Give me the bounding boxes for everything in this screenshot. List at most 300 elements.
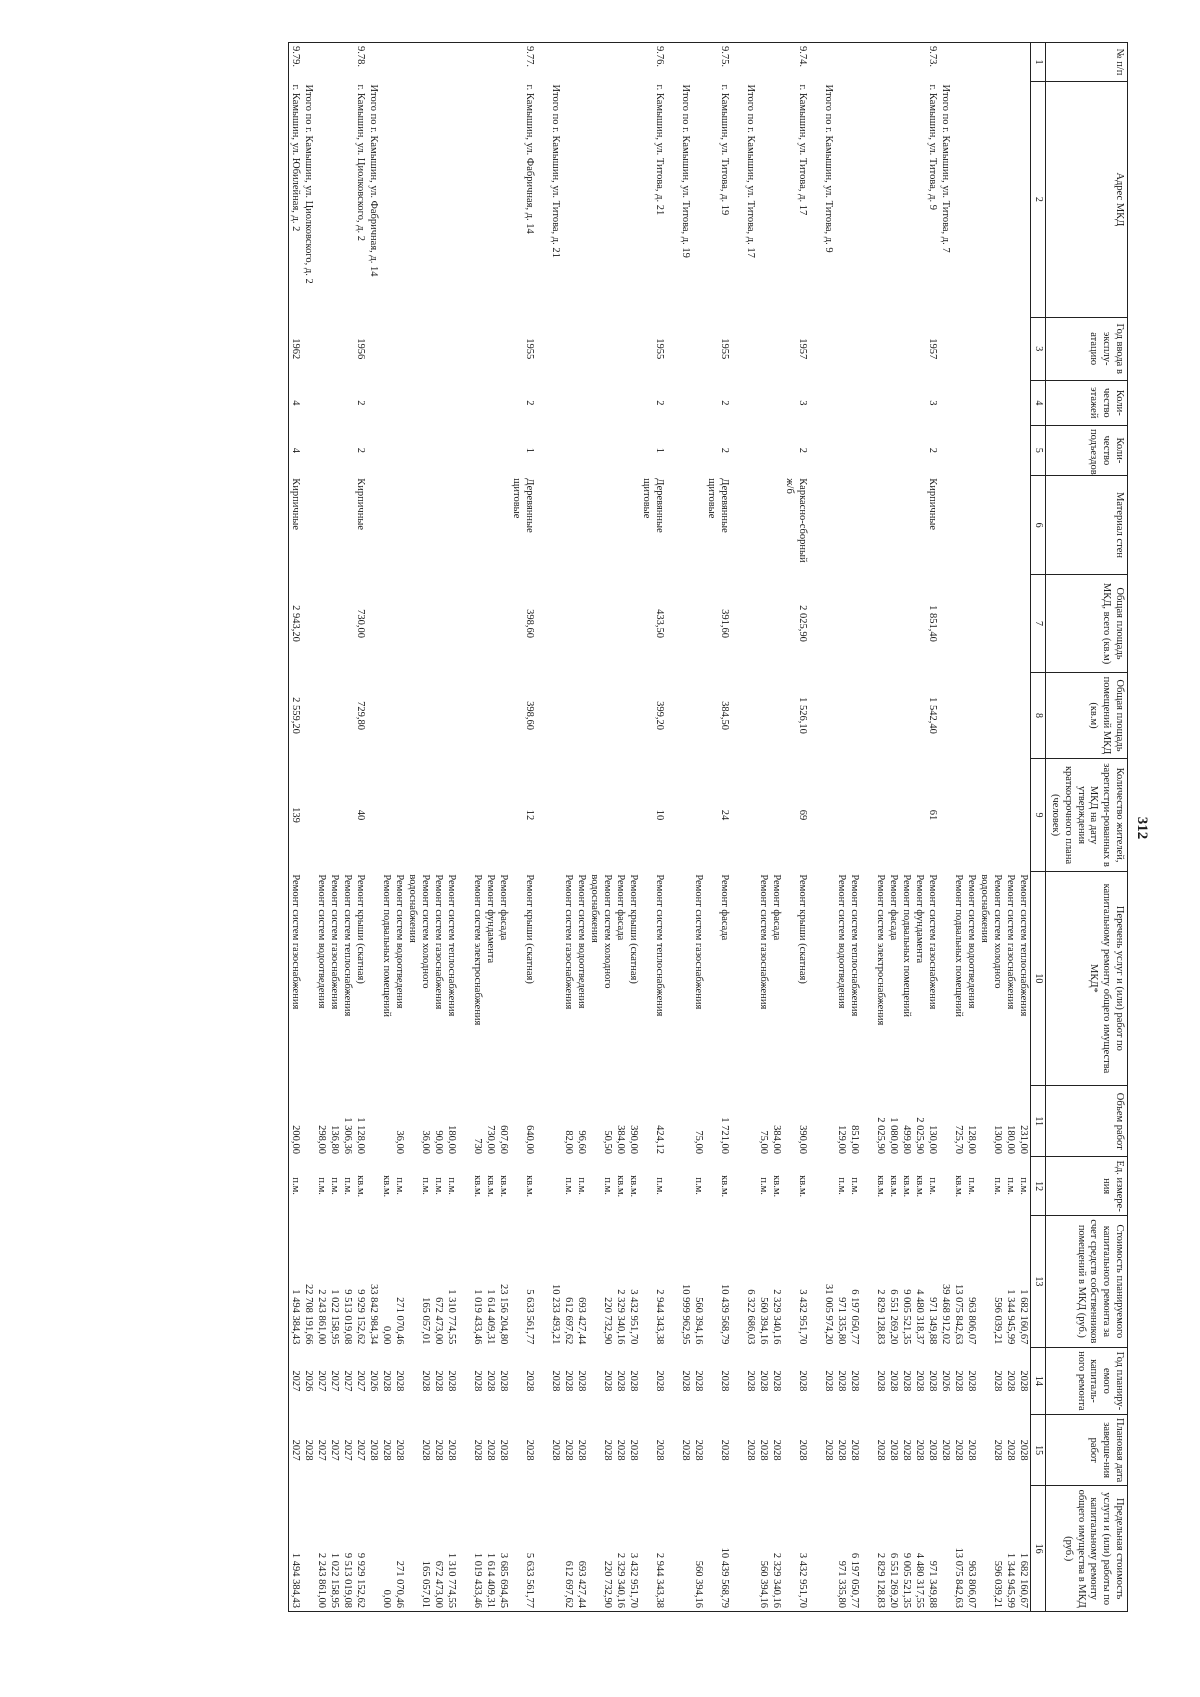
total-area-cell: [432, 575, 445, 672]
repair-year-cell: 2028: [719, 1370, 731, 1392]
premises-area-cell: [614, 672, 627, 759]
table-row: [783, 43, 809, 1612]
work-volume-cell: 499,80: [901, 1125, 913, 1154]
floors-cell: 2: [355, 400, 367, 406]
total-area-cell: 398,60: [524, 609, 536, 638]
work-volume-cell: 390,00: [628, 1125, 640, 1154]
repair-year-cell: [861, 1347, 874, 1414]
planned-cost-cell: 22 708 191,66: [303, 1284, 315, 1345]
wall-material-cell: [731, 475, 744, 575]
repair-year-cell: 2026: [303, 1370, 315, 1392]
work-volume-cell: [302, 1086, 315, 1157]
max-cost-cell: 693 427,44: [576, 1560, 588, 1608]
column-number: 1: [1031, 43, 1046, 82]
premises-area-cell: [588, 672, 601, 759]
work-volume-cell: 36,00: [394, 1130, 406, 1154]
unit-cell: п.м.: [849, 1177, 861, 1195]
total-area-cell: [1017, 575, 1031, 672]
repair-year-cell: [978, 1347, 991, 1414]
planned-cost-cell: 560 394,16: [758, 1297, 770, 1345]
address-cell: г. Камышин, ул. Титова, д. 17: [797, 84, 809, 216]
premises-area-cell: [874, 672, 887, 759]
wall-material-cell: [614, 475, 627, 575]
column-number: 12: [1031, 1157, 1046, 1215]
planned-cost-cell: [978, 1215, 991, 1347]
premises-area-cell: [679, 672, 692, 759]
row-number-cell: [744, 43, 757, 82]
max-cost-cell: 220 732,90: [602, 1560, 614, 1608]
unit-cell: кв.м.: [901, 1175, 913, 1198]
repair-year-cell: 2027: [316, 1370, 328, 1392]
wall-material-cell: [874, 475, 887, 575]
residents-cell: [900, 759, 913, 872]
row-number-cell: [536, 43, 549, 82]
table-row: [315, 43, 328, 1612]
max-cost-cell: 1 494 384,43: [290, 1552, 302, 1608]
entrances-cell: [679, 426, 692, 476]
row-number-cell: [978, 43, 991, 82]
premises-area-cell: [627, 672, 640, 759]
completion-date-cell: 2028: [966, 1439, 978, 1461]
total-area-cell: 2 025,90: [797, 605, 809, 642]
wall-material-cell: [549, 475, 562, 575]
row-number-cell: 9.76.: [640, 43, 666, 82]
unit-cell: п.м.: [1018, 1177, 1030, 1195]
unit-cell: п.м.: [576, 1177, 588, 1195]
wall-material-cell: [575, 475, 588, 575]
unit-cell: п.м.: [927, 1177, 939, 1195]
work-type-cell: [861, 871, 874, 1085]
total-area-cell: [835, 575, 848, 672]
planned-cost-cell: 560 394,16: [693, 1297, 705, 1345]
address-cell: г. Камышин, ул. Юбилейная, д. 2: [290, 84, 302, 232]
work-volume-cell: 130,00: [992, 1125, 1004, 1154]
address-cell: [445, 81, 458, 317]
residents-cell: [497, 759, 510, 872]
work-volume-cell: [744, 1086, 757, 1157]
total-area-cell: [809, 575, 822, 672]
work-type-cell: Ремонт систем холодного: [420, 874, 432, 989]
work-volume-cell: 2 025,90: [875, 1117, 887, 1154]
entrances-cell: [302, 426, 315, 476]
entrances-cell: [445, 426, 458, 476]
year-built-cell: [601, 317, 614, 380]
work-type-cell: Ремонт систем водоотведения: [576, 874, 588, 1009]
work-volume-cell: 640,00: [524, 1125, 536, 1154]
total-area-cell: [341, 575, 354, 672]
wall-material-cell: [328, 475, 341, 575]
work-volume-cell: 730,00: [485, 1125, 497, 1154]
row-number-cell: [471, 43, 484, 82]
wall-material-cell: Кирпичные: [355, 478, 367, 531]
year-built-cell: [484, 317, 497, 380]
table-row: [926, 43, 939, 1612]
unit-cell: кв.м.: [472, 1175, 484, 1198]
residents-cell: [406, 759, 419, 872]
planned-cost-cell: 672 473,00: [433, 1297, 445, 1345]
work-volume-cell: 730: [472, 1138, 484, 1154]
row-number-cell: [419, 43, 432, 82]
completion-date-cell: 2028: [875, 1439, 887, 1461]
row-number-cell: [341, 43, 354, 82]
address-cell: [861, 81, 874, 317]
max-cost-cell: 596 039,21: [992, 1560, 1004, 1608]
repair-year-cell: 2028: [498, 1370, 510, 1392]
planned-cost-cell: 1 494 384,43: [290, 1289, 302, 1345]
wall-material-cell: [432, 475, 445, 575]
address-cell: Итого по г. Камышин, ул. Циолковского, д. 2: [303, 84, 315, 284]
residents-cell: [341, 759, 354, 872]
address-cell: Итого по г. Камышин, ул. Титова, д. 7: [940, 84, 952, 253]
address-cell: [380, 81, 393, 317]
planned-cost-cell: [731, 1215, 744, 1347]
year-built-cell: [978, 317, 991, 380]
work-type-cell: Ремонт систем газоснабжения: [433, 874, 445, 1010]
residents-cell: [965, 759, 978, 872]
work-volume-cell: [367, 1086, 380, 1157]
work-volume-cell: 1 128,00: [355, 1117, 367, 1154]
floors-cell: 2: [654, 400, 666, 406]
residents-cell: 10: [654, 809, 666, 821]
total-area-cell: [367, 575, 380, 672]
wall-material-cell: [809, 475, 822, 575]
work-volume-cell: 1 080,00: [888, 1117, 900, 1154]
header-cell: Коли-чество подъездов: [1046, 426, 1128, 476]
repair-year-cell: 2028: [797, 1370, 809, 1392]
planned-cost-cell: 2 829 128,83: [875, 1289, 887, 1345]
address-cell: [887, 81, 900, 317]
premises-area-cell: 729,80: [355, 701, 367, 730]
unit-cell: [679, 1157, 692, 1215]
premises-area-cell: [458, 672, 471, 759]
address-cell: [1017, 81, 1031, 317]
total-area-cell: [666, 575, 679, 672]
unit-cell: кв.м.: [355, 1175, 367, 1198]
completion-date-cell: 2028: [446, 1439, 458, 1461]
wall-material-cell: [692, 475, 705, 575]
planned-cost-cell: 9 929 152,62: [355, 1289, 367, 1345]
max-cost-cell: 560 394,16: [758, 1560, 770, 1608]
work-type-cell: Ремонт крыши (скатная): [355, 874, 367, 984]
work-volume-cell: [939, 1086, 952, 1157]
unit-cell: п.м.: [758, 1177, 770, 1195]
wall-material-cell: [471, 475, 484, 575]
repair-year-cell: [731, 1347, 744, 1414]
wall-material-cell: [861, 475, 874, 575]
total-area-cell: [952, 575, 965, 672]
premises-area-cell: [1017, 672, 1031, 759]
max-cost-cell: 3 432 951,70: [797, 1552, 809, 1608]
premises-area-cell: 1 526,10: [797, 697, 809, 734]
residents-cell: 69: [797, 809, 809, 821]
unit-cell: п.м.: [316, 1177, 328, 1195]
residents-cell: [1017, 759, 1031, 872]
floors-cell: [874, 380, 887, 425]
work-type-cell: Ремонт подвальных помещений: [953, 874, 965, 1018]
completion-date-cell: 2028: [693, 1439, 705, 1461]
table-row: [757, 43, 770, 1612]
max-cost-cell: [367, 1486, 380, 1612]
repair-year-cell: 2028: [628, 1370, 640, 1392]
premises-area-cell: [913, 672, 926, 759]
completion-date-cell: 2028: [940, 1439, 952, 1461]
table-row: [861, 43, 874, 1612]
residents-cell: [393, 759, 406, 872]
total-area-cell: [419, 575, 432, 672]
floors-cell: [861, 380, 874, 425]
address-cell: [614, 81, 627, 317]
premises-area-cell: [965, 672, 978, 759]
entrances-cell: [809, 426, 822, 476]
work-volume-cell: 384,00: [771, 1125, 783, 1154]
unit-cell: кв.м.: [953, 1175, 965, 1198]
address-cell: [458, 81, 471, 317]
row-number-cell: [484, 43, 497, 82]
table-row: [406, 43, 419, 1612]
residents-cell: [887, 759, 900, 872]
header-cell: Стоимость планируемого капитального ремонта за счет средств собственников помещений в МКД (руб.): [1046, 1215, 1128, 1347]
planned-cost-cell: 612 697,62: [563, 1297, 575, 1345]
unit-cell: [744, 1157, 757, 1215]
wall-material-cell: [900, 475, 913, 575]
address-cell: [627, 81, 640, 317]
max-cost-cell: 672 473,00: [433, 1560, 445, 1608]
work-volume-cell: [458, 1086, 471, 1157]
entrances-cell: [575, 426, 588, 476]
floors-cell: [575, 380, 588, 425]
total-area-cell: [822, 575, 835, 672]
repair-year-cell: 2028: [550, 1370, 562, 1392]
residents-cell: [419, 759, 432, 872]
total-area-cell: [536, 575, 549, 672]
wall-material-cell: [835, 475, 848, 575]
table-row: [978, 43, 991, 1612]
residents-cell: [380, 759, 393, 872]
premises-area-cell: [744, 672, 757, 759]
entrances-cell: 4: [290, 447, 302, 454]
address-cell: [393, 81, 406, 317]
planned-cost-cell: [809, 1215, 822, 1347]
address-cell: [965, 81, 978, 317]
premises-area-cell: [731, 672, 744, 759]
residents-cell: [809, 759, 822, 872]
entrances-cell: [432, 426, 445, 476]
floors-cell: [731, 380, 744, 425]
table-row: [835, 43, 848, 1612]
max-cost-cell: 9 513 019,08: [342, 1552, 354, 1608]
floors-cell: [458, 380, 471, 425]
total-area-cell: [458, 575, 471, 672]
address-cell: [900, 81, 913, 317]
entrances-cell: [978, 426, 991, 476]
residents-cell: [991, 759, 1004, 872]
completion-date-cell: 2028: [680, 1439, 692, 1461]
address-cell: [575, 81, 588, 317]
work-type-cell: Ремонт фасада: [498, 874, 510, 941]
premises-area-cell: [380, 672, 393, 759]
entrances-cell: [328, 426, 341, 476]
planned-cost-cell: 23 156 204,80: [498, 1284, 510, 1345]
work-type-cell: Ремонт систем теплоснабжения: [446, 874, 458, 1017]
planned-cost-cell: 5 633 561,77: [524, 1289, 536, 1345]
address-cell: Итого по г. Камышин, ул. Титова, д. 19: [680, 84, 692, 258]
wall-material-cell: [315, 475, 328, 575]
column-number: 8: [1031, 672, 1046, 759]
work-volume-cell: 180,00: [1005, 1125, 1017, 1154]
max-cost-cell: [588, 1486, 601, 1612]
table-row: [991, 43, 1004, 1612]
premises-area-cell: [315, 672, 328, 759]
row-number-cell: [432, 43, 445, 82]
work-volume-cell: [549, 1086, 562, 1157]
total-area-cell: 433,50: [654, 609, 666, 638]
work-type-cell: Ремонт систем газоснабжения: [563, 874, 575, 1010]
unit-cell: кв.м.: [719, 1175, 731, 1198]
row-number-cell: [939, 43, 952, 82]
repair-year-cell: 2028: [394, 1370, 406, 1392]
entrances-cell: [757, 426, 770, 476]
work-type-cell: [549, 871, 562, 1085]
table-header-row: [1046, 43, 1128, 1612]
entrances-cell: [536, 426, 549, 476]
premises-area-cell: [835, 672, 848, 759]
premises-area-cell: [991, 672, 1004, 759]
repair-year-cell: 2028: [602, 1370, 614, 1392]
premises-area-cell: [562, 672, 575, 759]
wall-material-cell: Деревянные щитовые: [706, 478, 731, 533]
year-built-cell: 1956: [355, 338, 367, 360]
planned-cost-cell: [666, 1215, 679, 1347]
premises-area-cell: [939, 672, 952, 759]
header-cell: Год ввода в эксплу-атацию: [1046, 317, 1128, 380]
repair-year-cell: 2028: [1005, 1370, 1017, 1392]
work-volume-cell: [731, 1086, 744, 1157]
year-built-cell: [848, 317, 861, 380]
work-volume-cell: 1 721,00: [719, 1117, 731, 1154]
floors-cell: [822, 380, 835, 425]
floors-cell: [380, 380, 393, 425]
row-number-cell: 9.74.: [783, 43, 809, 82]
residents-cell: [913, 759, 926, 872]
table-row: [354, 43, 367, 1612]
year-built-cell: [328, 317, 341, 380]
unit-cell: [458, 1157, 471, 1215]
year-built-cell: [757, 317, 770, 380]
completion-date-cell: 2028: [771, 1439, 783, 1461]
unit-cell: кв.м.: [485, 1175, 497, 1198]
floors-cell: [471, 380, 484, 425]
table-row: [770, 43, 783, 1612]
completion-date-cell: [406, 1414, 419, 1485]
residents-cell: [458, 759, 471, 872]
max-cost-cell: 2 329 340,16: [615, 1552, 627, 1608]
entrances-cell: [380, 426, 393, 476]
address-cell: [419, 81, 432, 317]
year-built-cell: 1957: [927, 338, 939, 360]
entrances-cell: [952, 426, 965, 476]
row-number-cell: [679, 43, 692, 82]
planned-cost-cell: 971 349,88: [927, 1297, 939, 1345]
unit-cell: [549, 1157, 562, 1215]
column-number: 5: [1031, 426, 1046, 476]
floors-cell: [757, 380, 770, 425]
residents-cell: [328, 759, 341, 872]
residents-cell: [302, 759, 315, 872]
work-type-cell: Ремонт крыши (скатная): [797, 874, 809, 984]
premises-area-cell: [757, 672, 770, 759]
residents-cell: [757, 759, 770, 872]
work-type-cell: [679, 871, 692, 1085]
table-row: [562, 43, 575, 1612]
work-type-cell: Ремонт систем газоснабжения: [693, 874, 705, 1010]
work-volume-cell: [861, 1086, 874, 1157]
max-cost-cell: 1 682 160,67: [1018, 1552, 1030, 1608]
completion-date-cell: 2028: [472, 1439, 484, 1461]
completion-date-cell: 2028: [901, 1439, 913, 1461]
floors-cell: [744, 380, 757, 425]
entrances-cell: 1: [524, 447, 536, 454]
work-volume-cell: 129,00: [836, 1125, 848, 1154]
unit-cell: п.м.: [329, 1177, 341, 1195]
planned-cost-cell: 10 439 568,79: [719, 1284, 731, 1345]
total-area-cell: [913, 575, 926, 672]
repair-year-cell: 2028: [1018, 1370, 1030, 1392]
row-number-cell: [445, 43, 458, 82]
max-cost-cell: 2 329 340,16: [771, 1552, 783, 1608]
repair-year-cell: 2027: [329, 1370, 341, 1392]
work-volume-cell: [978, 1086, 991, 1157]
residents-cell: [471, 759, 484, 872]
row-number-cell: [302, 43, 315, 82]
residents-cell: [601, 759, 614, 872]
address-cell: [978, 81, 991, 317]
row-number-cell: [458, 43, 471, 82]
wall-material-cell: [822, 475, 835, 575]
completion-date-cell: 2028: [1005, 1439, 1017, 1461]
work-volume-cell: 1 306,36: [342, 1117, 354, 1154]
repair-year-cell: 2028: [381, 1370, 393, 1392]
repair-year-cell: [588, 1347, 601, 1414]
completion-date-cell: [731, 1414, 744, 1485]
entrances-cell: [913, 426, 926, 476]
max-cost-cell: [666, 1486, 679, 1612]
max-cost-cell: 3 685 694,45: [498, 1552, 510, 1608]
address-cell: [315, 81, 328, 317]
work-type-cell: водоснабжения: [979, 874, 991, 943]
work-type-cell: Ремонт фасада: [615, 874, 627, 941]
repair-plan-table: [288, 42, 1128, 1612]
repair-year-cell: 2028: [888, 1370, 900, 1392]
year-built-cell: [419, 317, 432, 380]
year-built-cell: 1955: [719, 338, 731, 360]
row-number-cell: [809, 43, 822, 82]
unit-cell: кв.м.: [524, 1175, 536, 1198]
row-number-cell: [549, 43, 562, 82]
premises-area-cell: [406, 672, 419, 759]
residents-cell: 12: [524, 809, 536, 821]
row-number-cell: [1017, 43, 1031, 82]
table-row: [913, 43, 926, 1612]
wall-material-cell: [757, 475, 770, 575]
residents-cell: [861, 759, 874, 872]
premises-area-cell: [952, 672, 965, 759]
row-number-cell: [692, 43, 705, 82]
floors-cell: [328, 380, 341, 425]
repair-year-cell: 2028: [914, 1370, 926, 1392]
row-number-cell: [952, 43, 965, 82]
address-cell: [328, 81, 341, 317]
work-volume-cell: 90,00: [433, 1130, 445, 1154]
